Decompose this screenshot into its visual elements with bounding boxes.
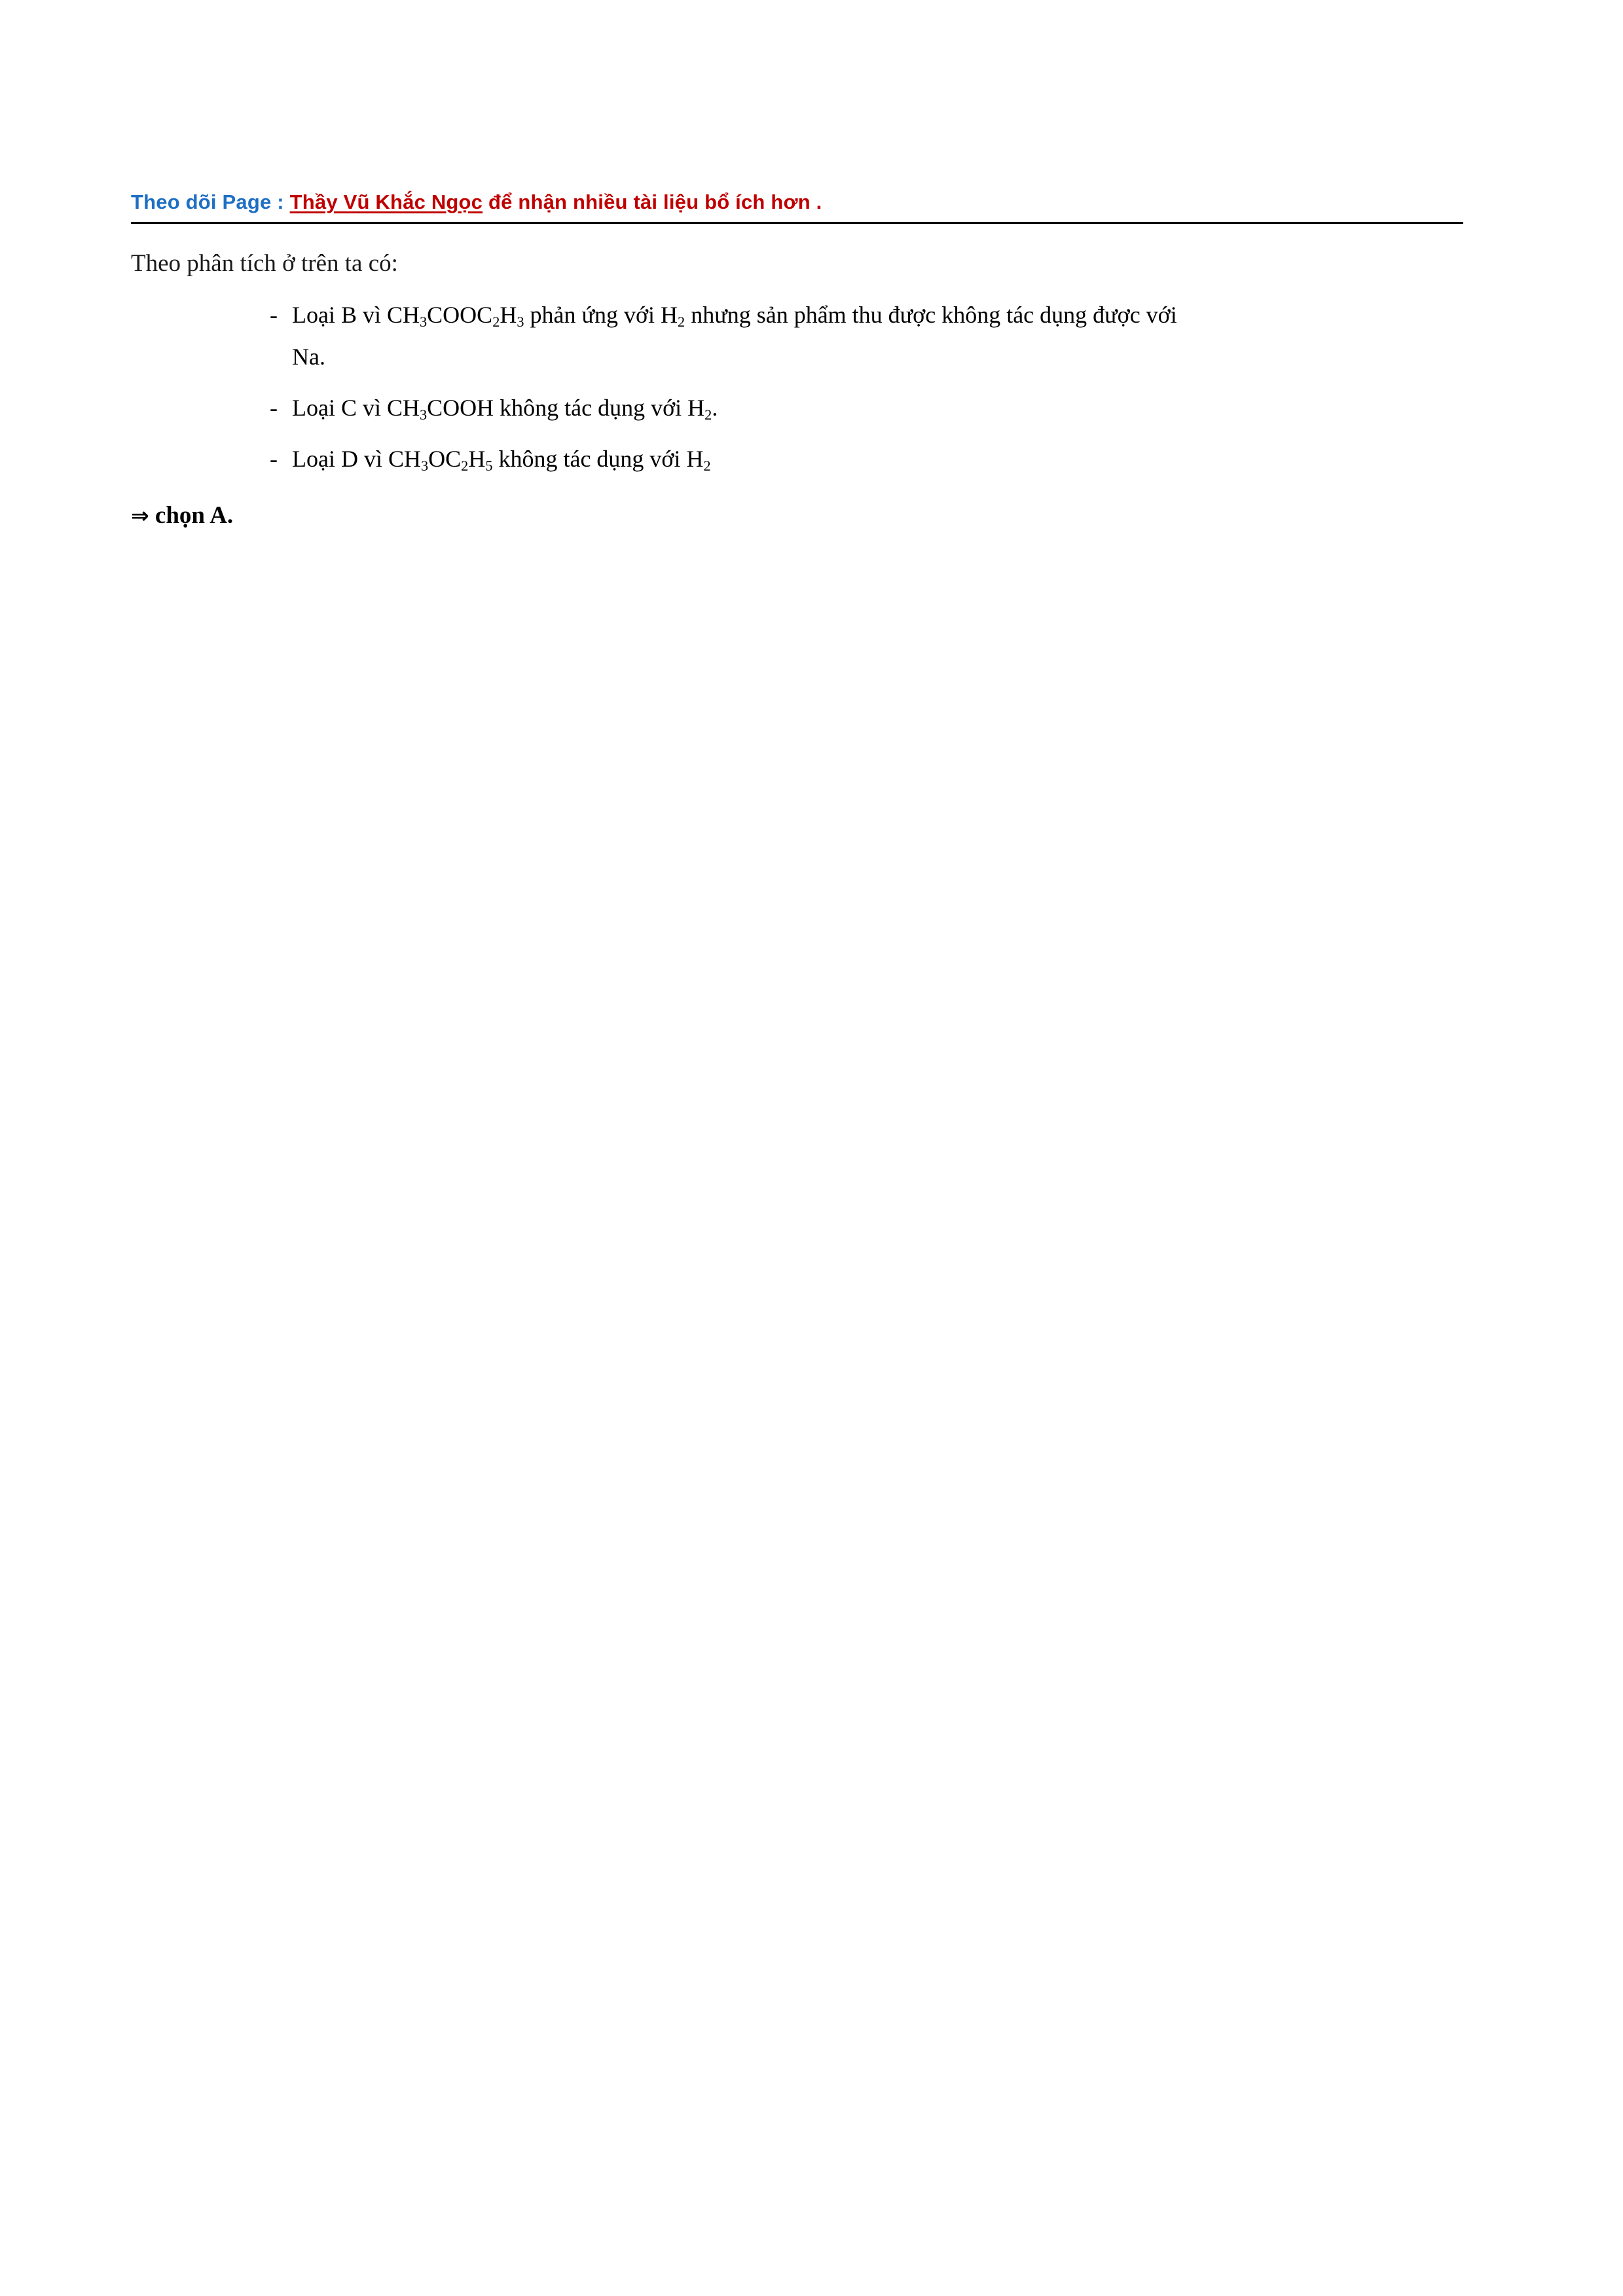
page-header	[131, 190, 1480, 215]
intro-paragraph: Theo phân tích ở trên ta có:	[131, 249, 398, 277]
bullet-text	[292, 442, 1474, 476]
bullet-segment: COOH không tác dụng với H	[427, 395, 705, 422]
conclusion-line	[131, 501, 1480, 529]
bullet-segment: Loại B vì CH	[292, 301, 420, 328]
subscript: 5	[485, 457, 493, 475]
header-divider	[131, 222, 1463, 224]
subscript: 2	[678, 313, 685, 330]
document-content	[131, 190, 1480, 529]
header-page-link[interactable]: Thầy Vũ Khắc Ngọc	[289, 190, 483, 213]
list-item	[270, 442, 1474, 476]
bullet-continuation: Na.	[292, 343, 325, 370]
bullet-marker: -	[270, 301, 278, 328]
subscript: 3	[420, 406, 428, 423]
bullet-text	[292, 391, 1474, 425]
subscript: 2	[704, 406, 712, 423]
subscript: 3	[420, 457, 429, 475]
bullet-segment: COOC	[427, 301, 493, 328]
subscript: 2	[461, 457, 469, 475]
bullet-segment: không tác dụng với H	[492, 446, 704, 473]
list-item	[270, 298, 1474, 374]
bullet-segment: Loại C vì CH	[292, 395, 420, 422]
bullet-segment: phản ứng với H	[524, 301, 678, 328]
bullet-marker: -	[270, 395, 278, 422]
implies-arrow-icon: ⇒	[131, 502, 149, 528]
bullet-segment: H	[500, 301, 517, 328]
bullet-segment: H	[468, 446, 486, 473]
subscript: 3	[420, 313, 428, 330]
bullet-marker: -	[270, 446, 278, 473]
bullet-list	[270, 298, 1474, 476]
subscript: 2	[492, 313, 500, 330]
bullet-segment: OC	[428, 446, 462, 473]
subscript: 2	[703, 457, 711, 475]
bullet-segment: .	[712, 395, 718, 422]
bullet-segment: nhưng sản phẩm thu được không tác dụng được với	[685, 301, 1177, 328]
header-suffix: để nhận nhiều tài liệu bổ ích hơn .	[483, 190, 822, 213]
subscript: 3	[517, 313, 524, 330]
list-item	[270, 391, 1474, 425]
bullet-segment: Loại D vì CH	[292, 446, 421, 473]
conclusion-text: chọn A.	[149, 501, 234, 529]
bullet-text	[292, 298, 1474, 374]
header-prefix: Theo dõi Page :	[131, 190, 290, 213]
